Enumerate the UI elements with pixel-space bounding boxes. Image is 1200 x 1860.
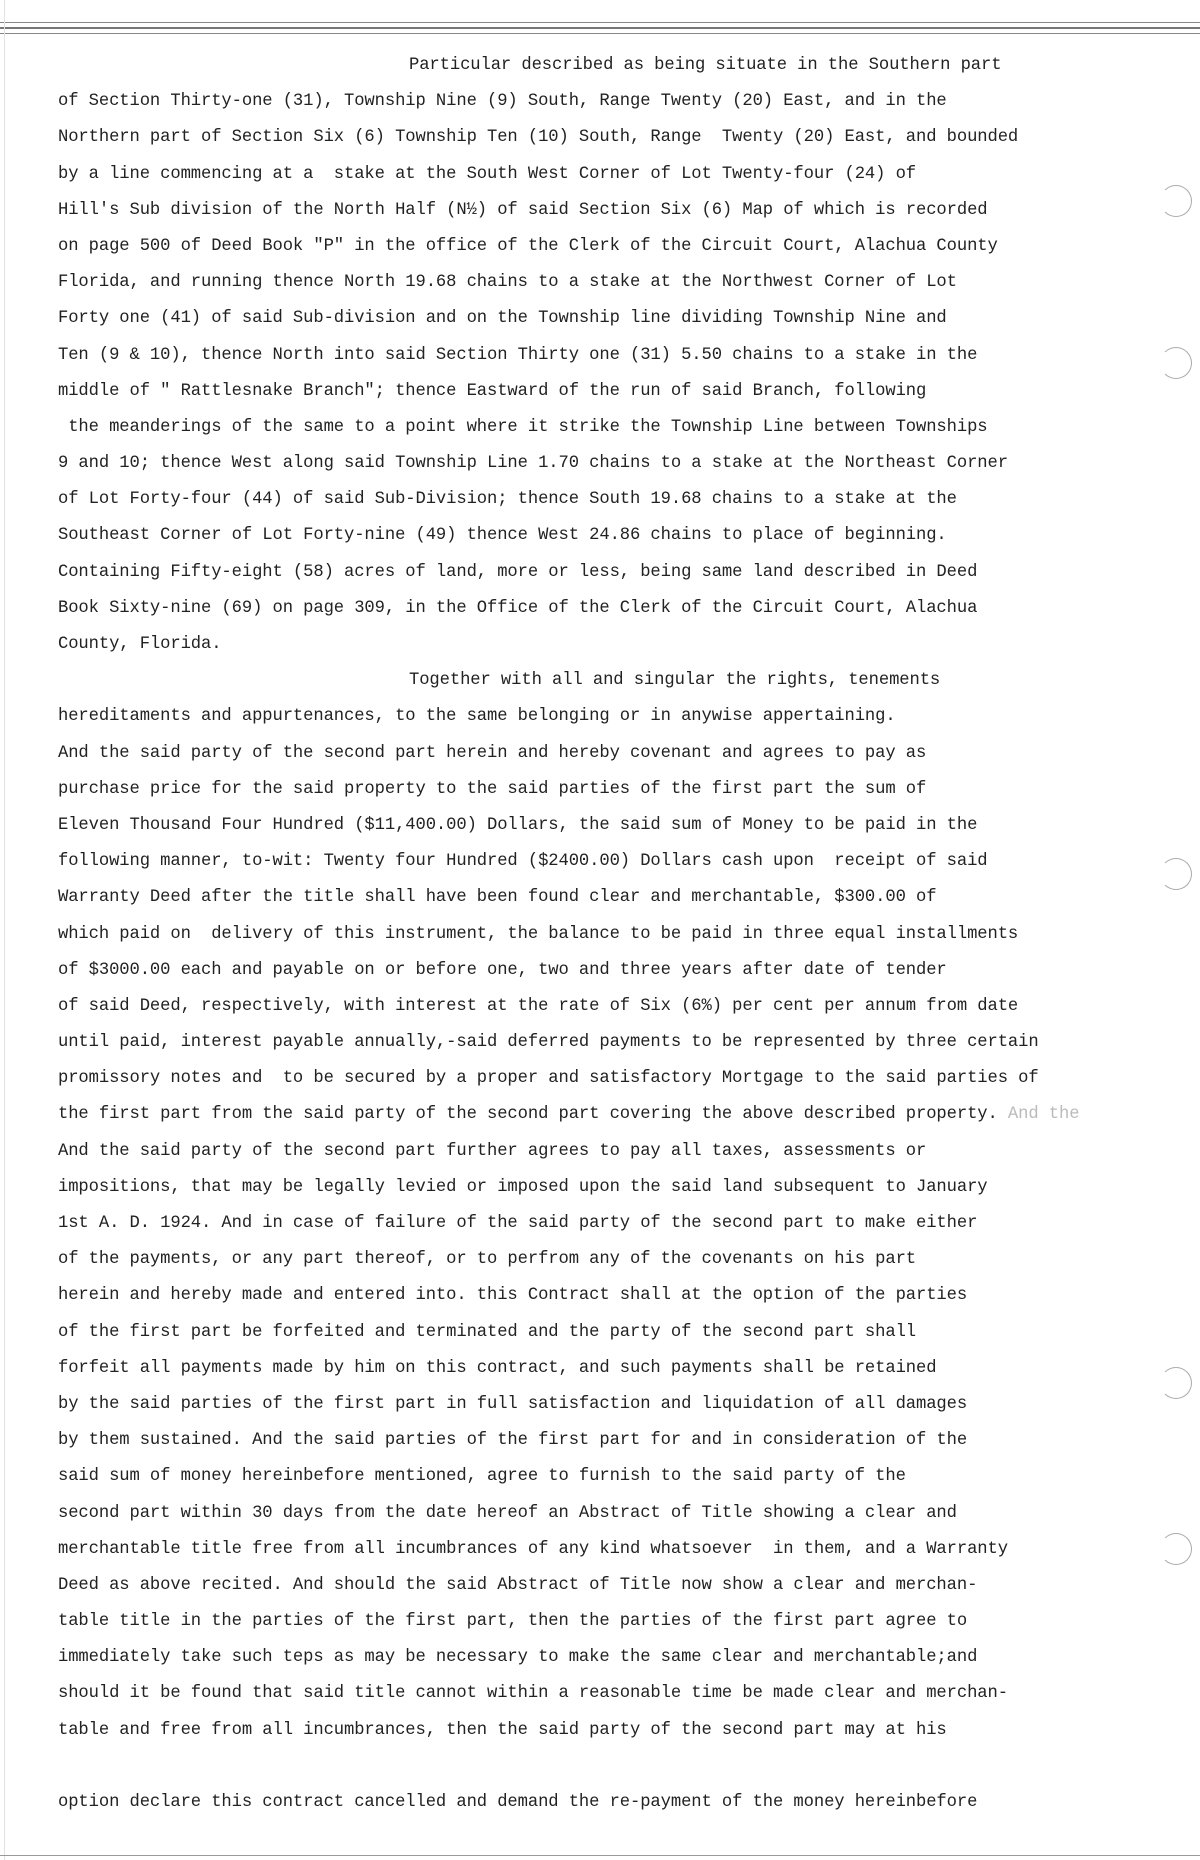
text-line [58, 772, 1168, 808]
text-line [58, 555, 1168, 591]
line-text: option declare this contract cancelled and demand the re-payment of the money hereinbefore [58, 1793, 978, 1812]
line-text: Hill's Sub division of the North Half (N½) of said Section Six (6) Map of which is recorded [58, 200, 988, 220]
text-line [58, 591, 1168, 627]
line-text: which paid on delivery of this instrument, the balance to be paid in three equal installments [58, 924, 1019, 944]
text-line [58, 953, 1168, 989]
bottom-rule [0, 1855, 1200, 1856]
line-text: by the said parties of the first part in full satisfaction and liquidation of all damages [58, 1394, 968, 1414]
line-text: Northern part of Section Six (6) Township Ten (10) South, Range Twenty (20) East, and bounded [58, 128, 1019, 148]
text-line [58, 1278, 1168, 1314]
line-text: And the said party of the second part herein and hereby covenant and agrees to pay as [58, 743, 927, 763]
line-text: Forty one (41) of said Sub-division and on the Township line dividing Township Nine and [58, 309, 947, 329]
text-line [58, 410, 1168, 446]
typed-contract-page [58, 48, 1168, 1821]
line-text: Deed as above recited. And should the said Abstract of Title now show a clear and merchan- [58, 1575, 978, 1595]
line-text: should it be found that said title cannot within a reasonable time be made clear and merchan- [58, 1684, 1008, 1704]
text-line [58, 1423, 1168, 1459]
text-line [58, 1459, 1168, 1495]
line-text: promissory notes and to be secured by a proper and satisfactory Mortgage to the said parties of [58, 1069, 1039, 1089]
line-text: by a line commencing at a stake at the South West Corner of Lot Twenty-four (24) of [58, 164, 916, 184]
text-line [58, 663, 1168, 699]
text-line [58, 844, 1168, 880]
line-text: Warranty Deed after the title shall have been found clear and merchantable, $300.00 of [58, 888, 937, 908]
line-text: said sum of money hereinbefore mentioned, agree to furnish to the said party of the [58, 1467, 906, 1487]
line-text: Containing Fifty-eight (58) acres of land, more or less, being same land described in Deed [58, 562, 978, 582]
line-text: of the payments, or any part thereof, or to perfrom any of the covenants on his part [58, 1250, 916, 1270]
text-line [58, 1315, 1168, 1351]
text-line [58, 1785, 1168, 1821]
text-line [58, 482, 1168, 518]
top-rule [0, 22, 1200, 23]
line-text: hereditaments and appurtenances, to the same belonging or in anywise appertaining. [58, 707, 896, 727]
text-line [58, 1351, 1168, 1387]
line-text: Ten (9 & 10), thence North into said Section Thirty one (31) 5.50 chains to a stake in the [58, 345, 978, 365]
text-line [58, 374, 1168, 410]
text-line [58, 1532, 1168, 1568]
line-text: Book Sixty-nine (69) on page 309, in the Office of the Clerk of the Circuit Court, Alachua [58, 598, 978, 618]
line-text: second part within 30 days from the date hereof an Abstract of Title showing a clear and [58, 1503, 957, 1523]
line-text: Together with all and singular the rights, tenements [409, 671, 941, 691]
text-line [58, 301, 1168, 337]
line-text: Eleven Thousand Four Hundred ($11,400.00) Dollars, the said sum of Money to be paid in the [58, 815, 978, 835]
line-text: merchantable title free from all incumbrances of any kind whatsoever in them, and a Warranty [58, 1539, 1008, 1559]
line-text: forfeit all payments made by him on this contract, and such payments shall be retained [58, 1358, 937, 1378]
top-rule [0, 33, 1200, 34]
text-line [58, 120, 1168, 156]
line-text: Southeast Corner of Lot Forty-nine (49) thence West 24.86 chains to place of beginning. [58, 526, 947, 546]
text-line [58, 1025, 1168, 1061]
text-line [58, 265, 1168, 301]
line-text: immediately take such teps as may be necessary to make the same clear and merchantable;and [58, 1648, 978, 1668]
text-line [58, 84, 1168, 120]
top-rule [0, 27, 1200, 29]
line-text: middle of " Rattlesnake Branch"; thence Eastward of the run of said Branch, following [58, 381, 927, 401]
text-line [58, 989, 1168, 1025]
line-text: by them sustained. And the said parties of the first part for and in consideration of the [58, 1431, 968, 1451]
line-text: purchase price for the said property to the said parties of the first part the sum of [58, 779, 927, 799]
line-text: table and free from all incumbrances, then the said party of the second part may at his [58, 1720, 947, 1740]
text-line [58, 1206, 1168, 1242]
text-line [58, 736, 1168, 772]
line-text: of the first part be forfeited and terminated and the party of the second part shall [58, 1322, 916, 1342]
text-line [58, 157, 1168, 193]
line-text: Particular described as being situate in the Southern part [409, 56, 1002, 75]
text-line [58, 1676, 1168, 1712]
text-line [58, 917, 1168, 953]
text-line [58, 808, 1168, 844]
text-line [58, 699, 1168, 735]
line-text: Florida, and running thence North 19.68 chains to a stake at the Northwest Corner of Lot [58, 273, 957, 293]
line-text: the meanderings of the same to a point where it strike the Township Line between Townships [58, 417, 988, 437]
page-edge [4, 0, 5, 1860]
text-line [58, 627, 1168, 663]
line-text: County, Florida. [58, 635, 222, 654]
line-text: impositions, that may be legally levied or imposed upon the said land subsequent to January [58, 1177, 988, 1197]
text-line [58, 518, 1168, 554]
text-line [58, 338, 1168, 374]
text-line [58, 1242, 1168, 1278]
line-text: of Section Thirty-one (31), Township Nine (9) South, Range Twenty (20) East, and in the [58, 92, 947, 112]
text-line [58, 1387, 1168, 1423]
text-line [58, 229, 1168, 265]
text-line [58, 1134, 1168, 1170]
text-line [58, 1170, 1168, 1206]
line-text: of Lot Forty-four (44) of said Sub-Division; thence South 19.68 chains to a stake at the [58, 490, 957, 510]
line-text: of $3000.00 each and payable on or before one, two and three years after date of tender [58, 960, 947, 980]
line-text: table title in the parties of the first part, then the parties of the first part agree to [58, 1612, 968, 1632]
line-text: And the said party of the second part further agrees to pay all taxes, assessments or [58, 1141, 927, 1161]
text-line [58, 193, 1168, 229]
text-line [58, 1713, 1168, 1749]
text-line [58, 880, 1168, 916]
line-text: 1st A. D. 1924. And in case of failure of the said party of the second part to make either [58, 1214, 978, 1233]
text-line [58, 48, 1168, 84]
line-text: following manner, to-wit: Twenty four Hundred ($2400.00) Dollars cash upon receipt of said [58, 852, 988, 872]
text-line [58, 1061, 1168, 1097]
text-line [58, 1568, 1168, 1604]
text-line [58, 1604, 1168, 1640]
text-line [58, 1097, 1168, 1133]
faint-struck-text: And the [997, 1105, 1080, 1125]
line-text: herein and hereby made and entered into. this Contract shall at the option of the parties [58, 1286, 968, 1306]
text-line [58, 1749, 1168, 1785]
line-text: the first part from the said party of the second part covering the above described property. [58, 1105, 998, 1125]
text-line [58, 446, 1168, 482]
line-text: on page 500 of Deed Book "P" in the office of the Clerk of the Circuit Court, Alachua County [58, 236, 998, 256]
text-line [58, 1640, 1168, 1676]
line-text: 9 and 10; thence West along said Township Line 1.70 chains to a stake at the Northeast Corner [58, 454, 1008, 474]
text-line [58, 1496, 1168, 1532]
line-text: until paid, interest payable annually,-said deferred payments to be represented by three certain [58, 1033, 1039, 1053]
line-text: of said Deed, respectively, with interest at the rate of Six (6%) per cent per annum from date [58, 996, 1019, 1016]
